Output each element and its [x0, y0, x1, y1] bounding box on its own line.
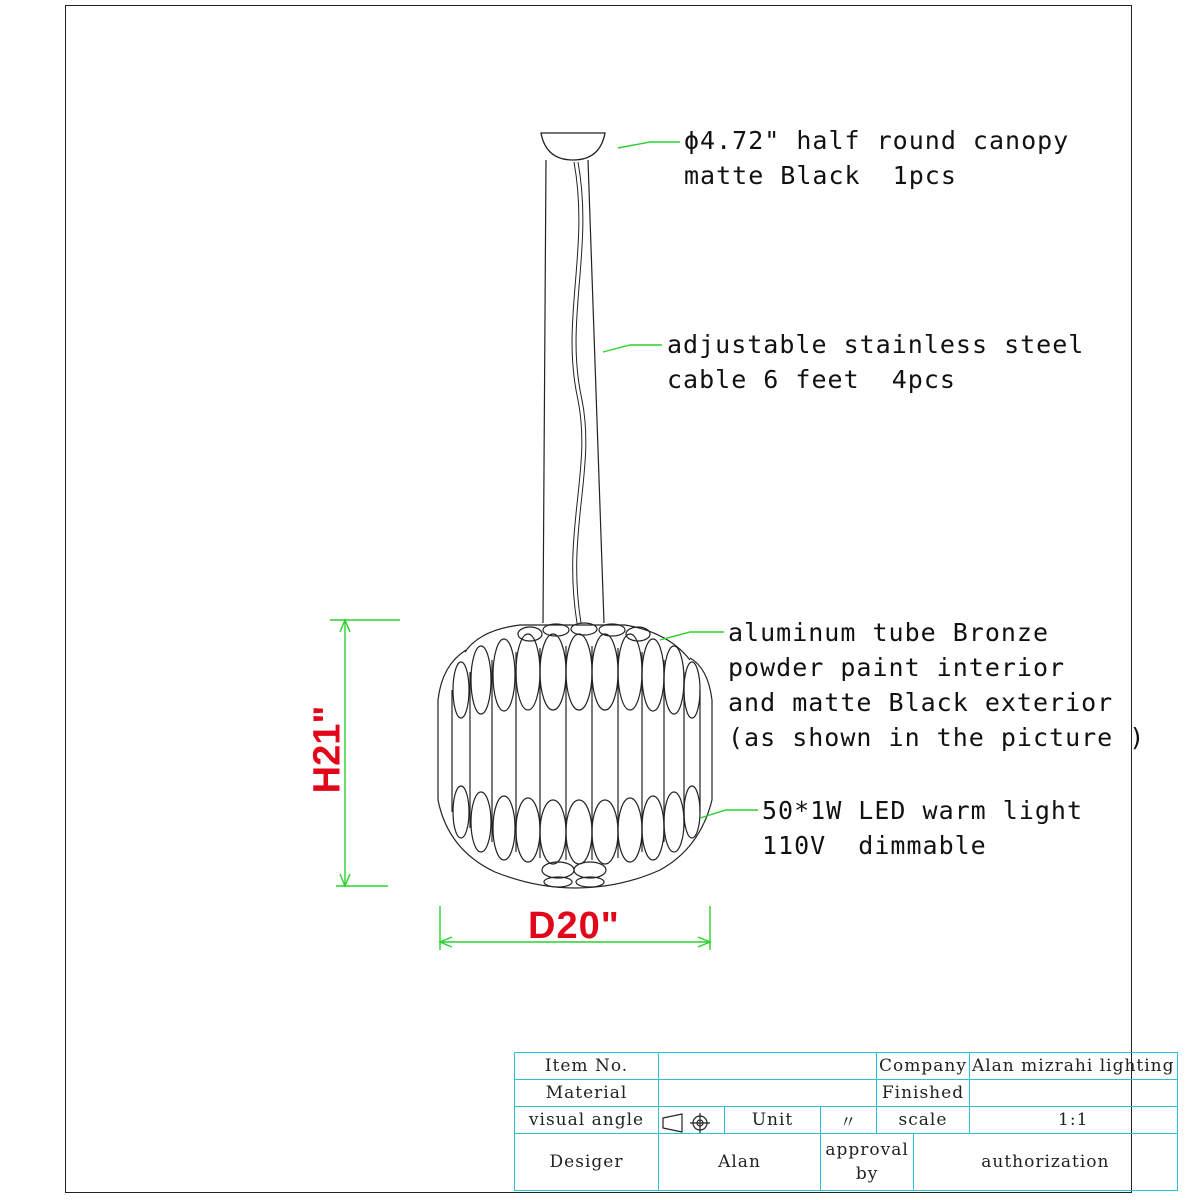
- stem-left: [543, 160, 546, 623]
- approval-label: approval by: [821, 1134, 914, 1191]
- tube-note-line-3: and matte Black exterior: [728, 688, 1114, 717]
- company-value[interactable]: Alan mizrahi lighting: [969, 1053, 1177, 1080]
- canopy-note-line-2: matte Black 1pcs: [684, 161, 957, 190]
- canopy-note: [684, 123, 1069, 193]
- tube-note: [728, 615, 1145, 755]
- company-label: Company: [877, 1053, 970, 1080]
- led-note: [762, 793, 1083, 863]
- authorization-label: authorization: [914, 1134, 1177, 1191]
- designer-value[interactable]: Alan: [659, 1134, 821, 1191]
- visual-angle-value: [659, 1107, 725, 1134]
- inner-cable-2: [576, 162, 586, 623]
- unit-value[interactable]: 〃: [821, 1107, 877, 1134]
- diameter-dimension: D20": [528, 905, 620, 947]
- leader-cable: [603, 345, 662, 352]
- unit-label: Unit: [725, 1107, 821, 1134]
- scale-value[interactable]: 1:1: [969, 1107, 1177, 1134]
- led-note-line-2: 110V dimmable: [762, 831, 987, 860]
- visual-angle-label: visual angle: [515, 1107, 659, 1134]
- material-value[interactable]: [659, 1080, 877, 1107]
- height-dimension: H21": [306, 705, 349, 794]
- canopy: [541, 133, 605, 160]
- finished-value[interactable]: [969, 1080, 1177, 1107]
- finished-label: Finished: [877, 1080, 970, 1107]
- tube-note-line-2: powder paint interior: [728, 653, 1066, 682]
- material-label: Material: [515, 1080, 659, 1107]
- designer-label: Desiger: [515, 1134, 659, 1191]
- canopy-note-line-1: ϕ4.72" half round canopy: [684, 126, 1070, 155]
- cable-note-line-2: cable 6 feet 4pcs: [667, 365, 956, 394]
- tube-note-line-1: aluminum tube Bronze: [728, 618, 1050, 647]
- dimension-lines: [330, 620, 710, 950]
- leader-canopy: [618, 142, 680, 148]
- cable-note-line-1: adjustable stainless steel: [667, 330, 1085, 359]
- tube-note-line-4: (as shown in the picture ): [728, 723, 1146, 752]
- item-no-label: Item No.: [515, 1053, 659, 1080]
- scale-label: scale: [877, 1107, 970, 1134]
- globe: [438, 623, 712, 888]
- item-no-value[interactable]: [659, 1053, 877, 1080]
- title-block: [514, 1052, 1178, 1191]
- stem-right: [588, 160, 604, 623]
- led-note-line-1: 50*1W LED warm light: [762, 796, 1084, 825]
- leader-tube: [660, 632, 724, 640]
- cable-note: [667, 327, 1084, 397]
